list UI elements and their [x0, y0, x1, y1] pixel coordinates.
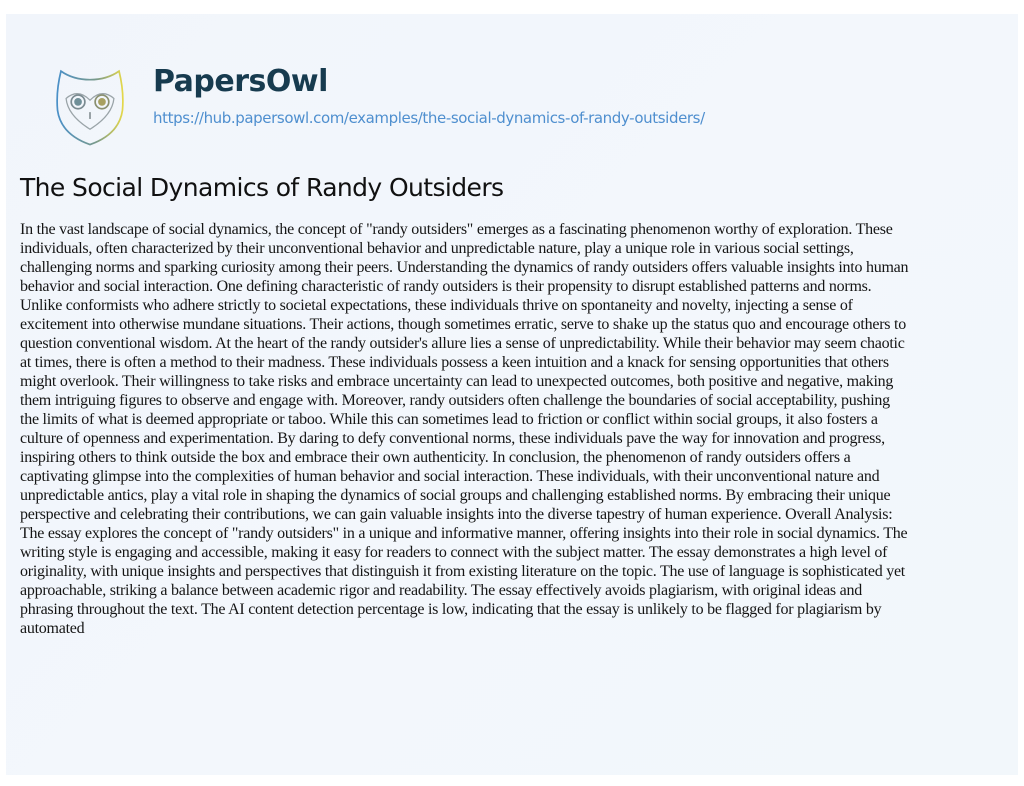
page-title: The Social Dynamics of Randy Outsiders	[20, 173, 504, 202]
article-line: them intriguing figures to observe and engage with. Moreover, randy outsiders often challenge the boundaries of social acceptability, pushing	[20, 392, 890, 409]
article-line: writing style is engaging and accessible, making it easy for readers to connect with the subject matter. The essay demonstrates a high level of	[20, 544, 888, 561]
article-line: challenging norms and sparking curiosity among their peers. Understanding the dynamics of randy outsiders offers valuable insights into human	[20, 259, 909, 276]
article-line: individuals, often characterized by their unconventional behavior and unpredictable nature, play a unique role in various social settings,	[20, 240, 854, 257]
article-line: behavior and social interaction. One defining characteristic of randy outsiders is their propensity to disrupt established patterns and norms.	[20, 278, 872, 295]
article-line: captivating glimpse into the complexities of human behavior and social interaction. These individuals, with their unconventional nature and	[20, 468, 880, 485]
article-line: excitement into otherwise mundane situations. Their actions, though sometimes erratic, serve to shake up the status quo and encourage others to	[20, 316, 906, 333]
article-line: The essay explores the concept of "randy outsiders" in a unique and informative manner, offering insights into their role in social dynamics. The	[20, 525, 908, 542]
source-url[interactable]: https://hub.papersowl.com/examples/the-social-dynamics-of-randy-outsiders/	[153, 109, 705, 127]
owl-logo-icon	[50, 66, 130, 148]
article-line: might overlook. Their willingness to take risks and embrace uncertainty can lead to unexpected outcomes, both positive and negative, making	[20, 373, 894, 390]
article-line: culture of openness and experimentation. By daring to defy conventional norms, these individuals pave the way for innovation and progress,	[20, 430, 885, 447]
article-line: at times, there is often a method to their madness. These individuals possess a keen intuition and a knack for sensing opportunities that others	[20, 354, 889, 371]
brand-name: PapersOwl	[153, 64, 328, 99]
article-line: Unlike conformists who adhere strictly to societal expectations, these individuals thrive on spontaneity and novelty, injecting a sense of	[20, 297, 853, 314]
article-body	[20, 220, 1010, 638]
article-line: originality, with unique insights and perspectives that distinguish it from existing literature on the topic. The use of language is sophisticated yet	[20, 563, 905, 580]
article-line: inspiring others to think outside the box and embrace their own authenticity. In conclusion, the phenomenon of randy outsiders offers a	[20, 449, 851, 466]
article-line: unpredictable antics, play a vital role in shaping the dynamics of social groups and challenging established norms. By embracing their unique	[20, 487, 891, 504]
article-line: question conventional wisdom. At the heart of the randy outsider's allure lies a sense of unpredictability. While their behavior may seem chaotic	[20, 335, 905, 352]
article-line: In the vast landscape of social dynamics, the concept of "randy outsiders" emerges as a fascinating phenomenon worthy of exploration. These	[20, 221, 893, 238]
article-line: perspective and celebrating their contributions, we can gain valuable insights into the diverse tapestry of human experience. Overall Analysis:	[20, 506, 893, 523]
article-line: automated	[20, 620, 85, 637]
article-line: phrasing throughout the text. The AI content detection percentage is low, indicating that the essay is unlikely to be flagged for plagiarism by	[20, 601, 882, 618]
article-line: the limits of what is deemed appropriate or taboo. While this can sometimes lead to friction or conflict within social groups, it also fosters a	[20, 411, 878, 428]
article-line: approachable, striking a balance between academic rigor and readability. The essay effectively avoids plagiarism, with original ideas and	[20, 582, 863, 599]
